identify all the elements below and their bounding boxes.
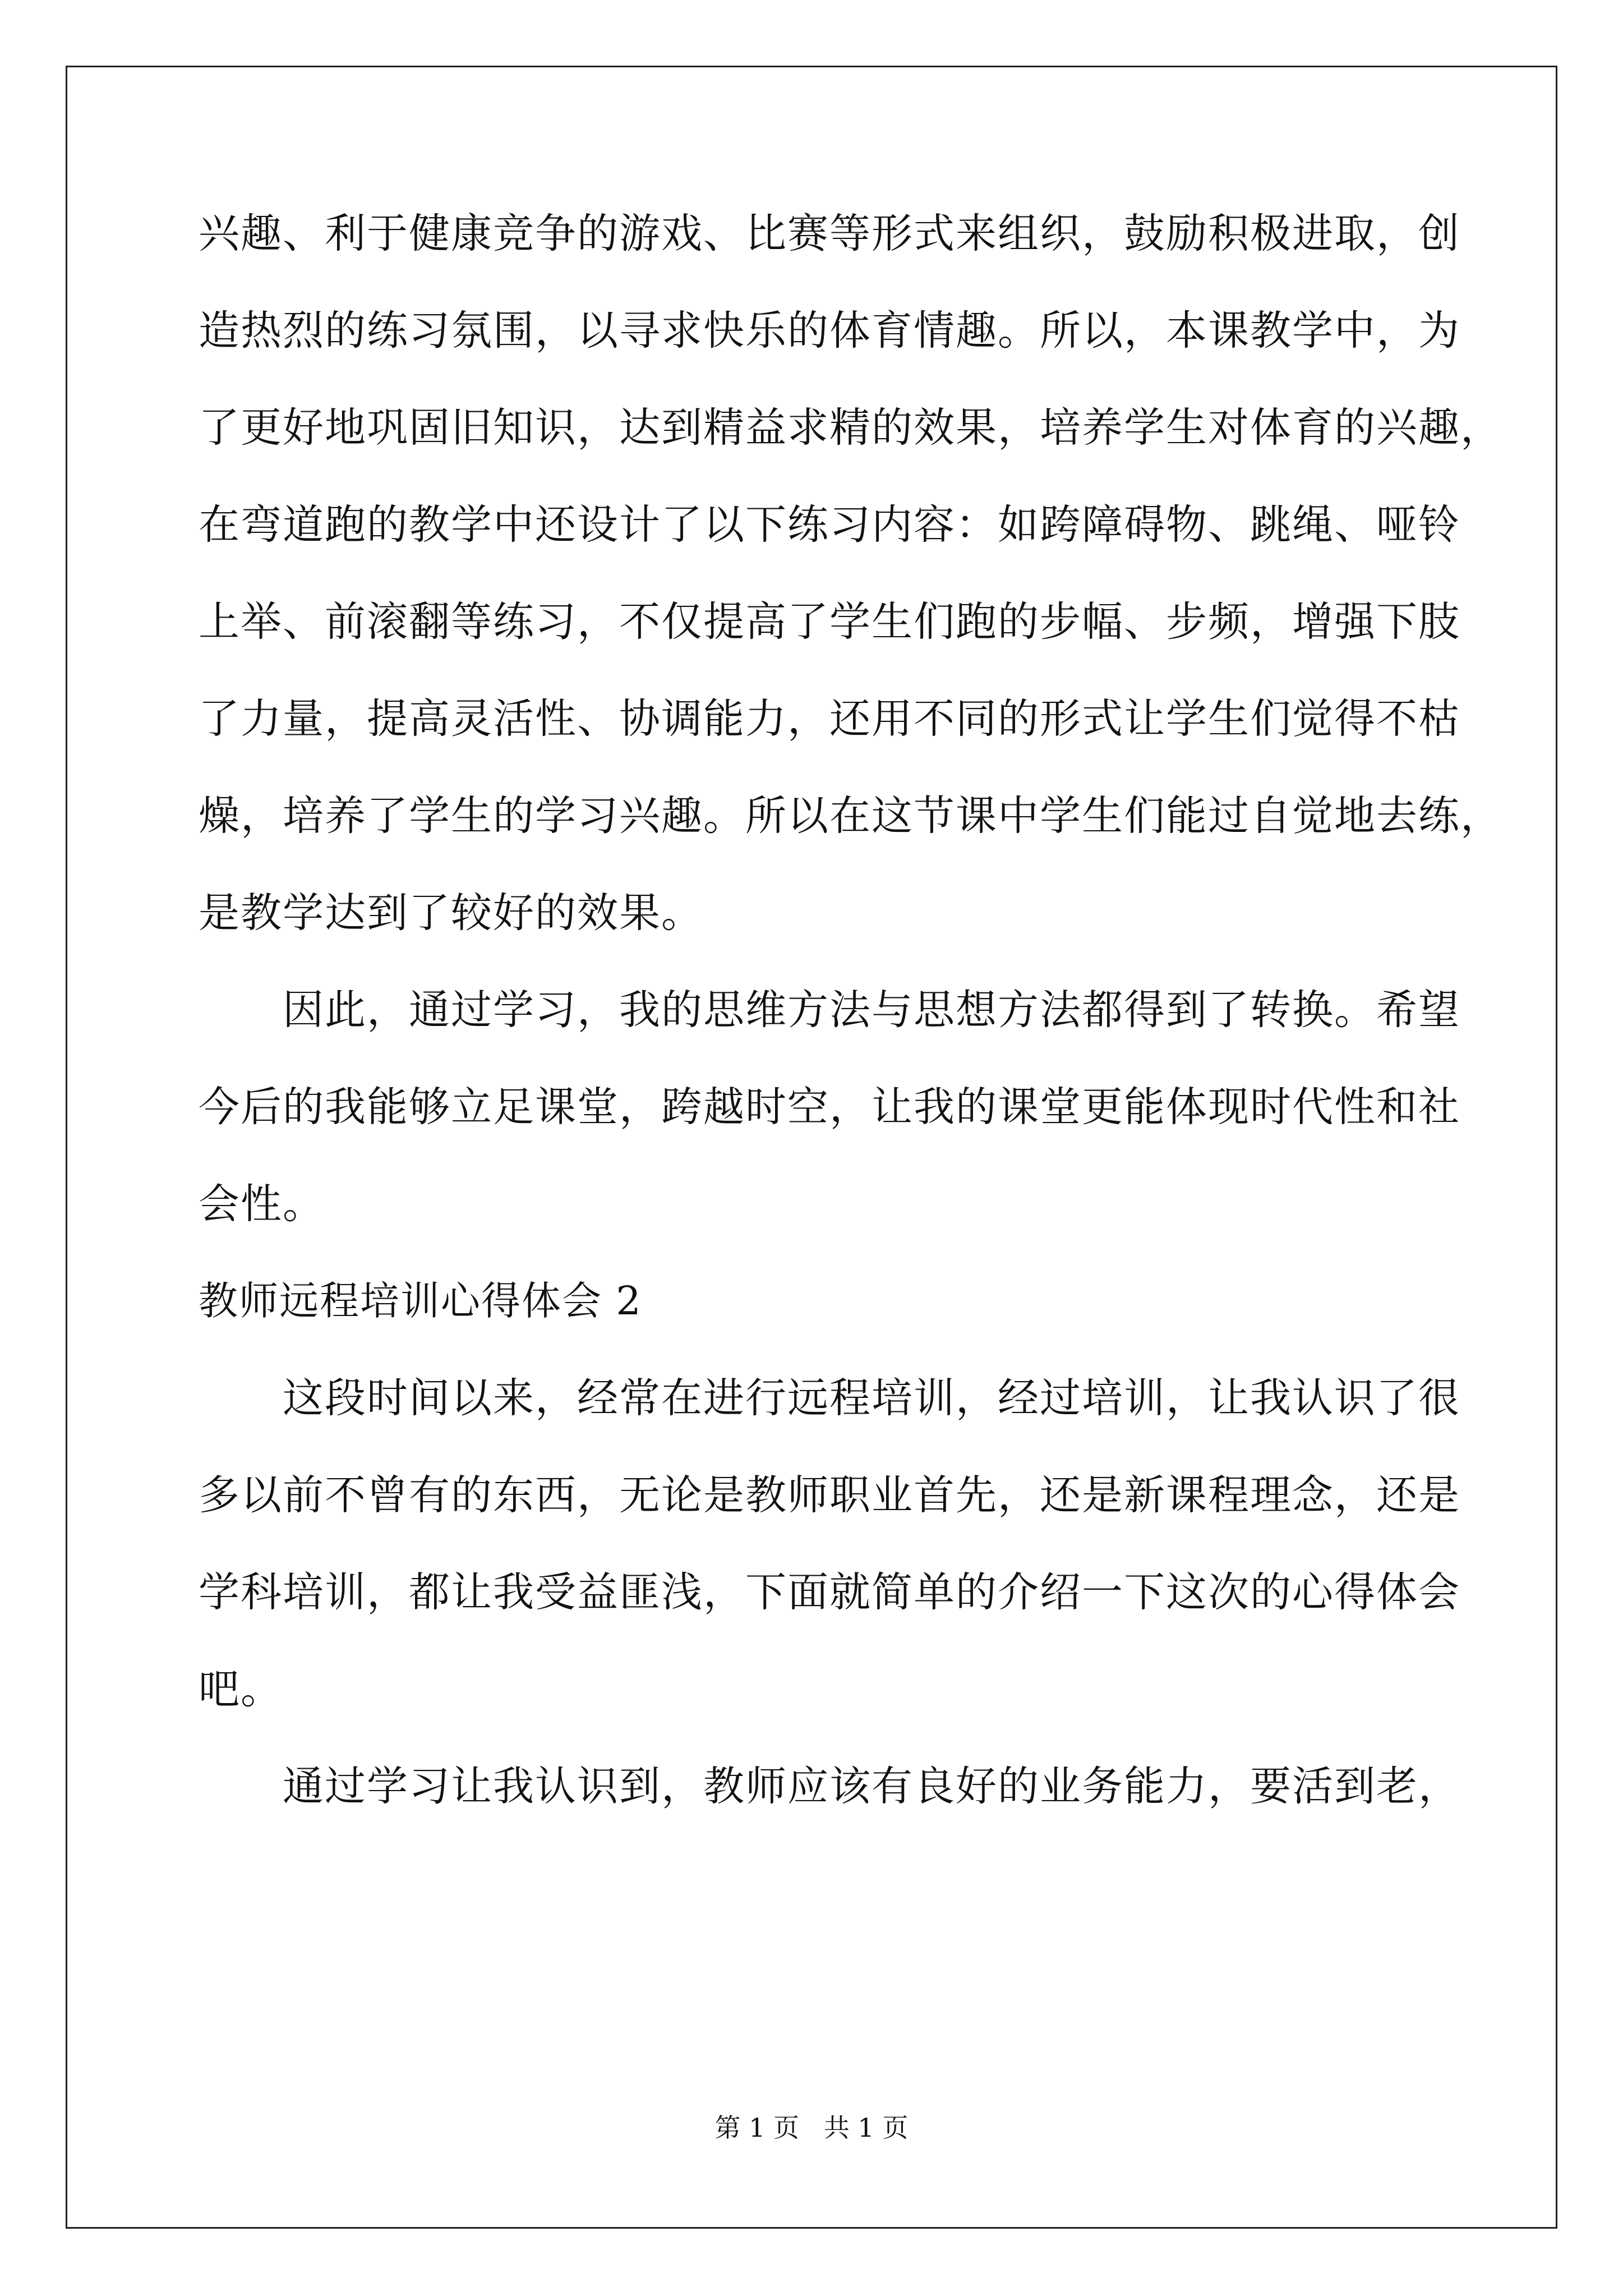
section-heading: 教师远程培训心得体会 2 bbox=[199, 1278, 642, 1324]
text-line: 会性。 bbox=[199, 1180, 325, 1228]
text-line: 这段时间以来，经常在进行远程培训，经过培训，让我认识了很 bbox=[199, 1374, 1460, 1422]
text-line: 兴趣、利于健康竞争的游戏、比赛等形式来组织，鼓励积极进取，创 bbox=[199, 210, 1460, 257]
text-line: 燥，培养了学生的学习兴趣。所以在这节课中学生们能过自觉地去练， bbox=[199, 792, 1502, 840]
text-line: 是教学达到了较好的效果。 bbox=[199, 889, 703, 937]
page-footer: 第 1 页 共 1 页 bbox=[714, 2113, 909, 2143]
text-line: 吧。 bbox=[199, 1665, 283, 1713]
text-line: 因此，通过学习，我的思维方法与思想方法都得到了转换。希望 bbox=[199, 986, 1460, 1034]
text-line: 今后的我能够立足课堂，跨越时空，让我的课堂更能体现时代性和社 bbox=[199, 1083, 1460, 1131]
text-line: 上举、前滚翻等练习，不仅提高了学生们跑的步幅、步频，增强下肢 bbox=[199, 598, 1460, 646]
document-body bbox=[199, 210, 1502, 1863]
text-line: 了更好地巩固旧知识，达到精益求精的效果，培养学生对体育的兴趣， bbox=[199, 404, 1502, 452]
text-line: 在弯道跑的教学中还设计了以下练习内容：如跨障碍物、跳绳、哑铃 bbox=[199, 501, 1460, 549]
text-line: 学科培训，都让我受益匪浅，下面就简单的介绍一下这次的心得体会 bbox=[199, 1568, 1460, 1616]
text-line: 多以前不曾有的东西，无论是教师职业首先，还是新课程理念，还是 bbox=[199, 1471, 1460, 1519]
text-line: 通过学习让我认识到，教师应该有良好的业务能力，要活到老， bbox=[199, 1763, 1460, 1810]
text-line: 了力量，提高灵活性、协调能力，还用不同的形式让学生们觉得不枯 bbox=[199, 695, 1460, 743]
text-line: 造热烈的练习氛围，以寻求快乐的体育情趣。所以，本课教学中，为 bbox=[199, 307, 1460, 355]
